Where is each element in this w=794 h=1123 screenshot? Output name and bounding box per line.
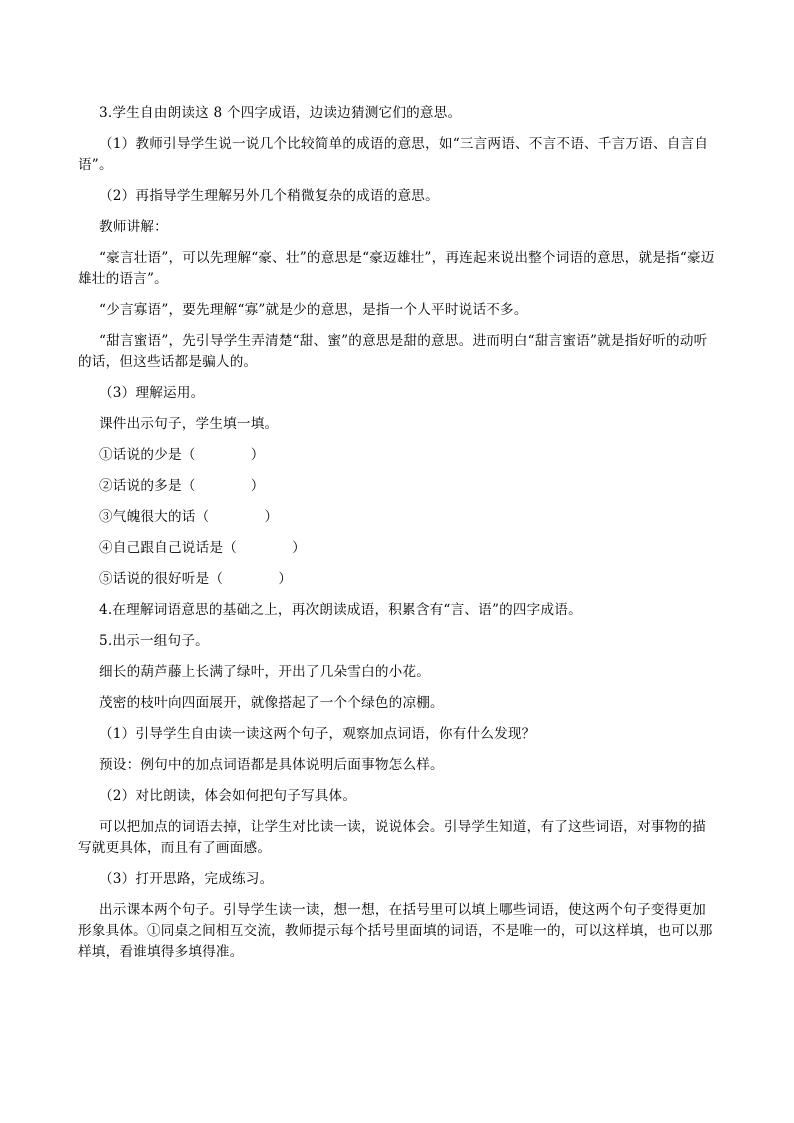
paragraph-tianyan: “甜言蜜语”，先引导学生弄清楚“甜、蜜”的意思是甜的意思。进而明白“甜言蜜语”就是指好听的动听的话，但这些话都是骗人的。 [78, 333, 708, 370]
paragraph-compare: 可以把加点的词语去掉，让学生对比读一读，说说体会。引导学生知道，有了这些词语，对事物的描写就更具体，而且有了画面感。 [78, 819, 706, 856]
fill-item-5: ⑤话说的很好听是（ ） [99, 571, 293, 587]
paragraph-step-3-1: （1）教师引导学生说一说几个比较简单的成语的意思，如“三言两语、不言不语、千言万语、自言自语”。 [78, 136, 709, 173]
paragraph-step-3: 3.学生自由朗读这 8 个四字成语，边读边猜测它们的意思。 [99, 105, 462, 121]
paragraph-shaoyan: “少言寡语”，要先理解“寡”就是少的意思，是指一个人平时说话不多。 [99, 302, 528, 318]
fill-item-1: ①话说的少是（ ） [99, 447, 265, 463]
paragraph-textbook: 出示课本两个句子。引导学生读一读，想一想，在括号里可以填上哪些词语，使这两个句子变得更加形象具体。①同桌之间相互交流，教师提示每个括号里面填的词语，不是唯一的，可以这样填，也可以那样填，看谁填得多填得准。 [78, 902, 713, 960]
example-sentence-2: 茂密的枝叶向四面展开，就像搭起了一个个绿色的凉棚。 [99, 695, 444, 711]
document-body [78, 103, 718, 973]
fill-item-2: ②话说的多是（ ） [99, 478, 265, 494]
paragraph-step-5-2: （2）对比朗读，体会如何把句子写具体。 [99, 788, 357, 804]
paragraph-step-5-3: （3）打开思路，完成练习。 [99, 871, 274, 887]
paragraph-step-5-1: （1）引导学生自由读一读这两个句子，观察加点词语，你有什么发现？ [99, 726, 536, 742]
paragraph-preset: 预设：例句中的加点词语都是具体说明后面事物怎么样。 [99, 757, 444, 773]
example-sentence-1: 细长的葫芦藤上长满了绿叶，开出了几朵雪白的小花。 [99, 664, 431, 680]
fill-item-4: ④自己跟自己说话是（ ） [99, 540, 306, 556]
paragraph-haoyan: “豪言壮语”，可以先理解“豪、壮”的意思是“豪迈雄壮”，再连起来说出整个词语的意思，就是指“豪迈雄壮的语言”。 [78, 250, 715, 287]
paragraph-step-3-2: （2）再指导学生理解另外几个稍微复杂的成语的意思。 [99, 188, 439, 204]
paragraph-teacher-explain: 教师讲解： [99, 219, 168, 235]
paragraph-step-4: 4.在理解词语意思的基础之上，再次朗读成语，积累含有“言、语”的四字成语。 [99, 602, 582, 618]
paragraph-courseware: 课件出示句子，学生填一填。 [99, 416, 279, 432]
fill-item-3: ③气魄很大的话（ ） [99, 509, 279, 525]
paragraph-step-3-3: （3）理解运用。 [99, 385, 205, 401]
paragraph-step-5: 5.出示一组句子。 [99, 633, 209, 649]
